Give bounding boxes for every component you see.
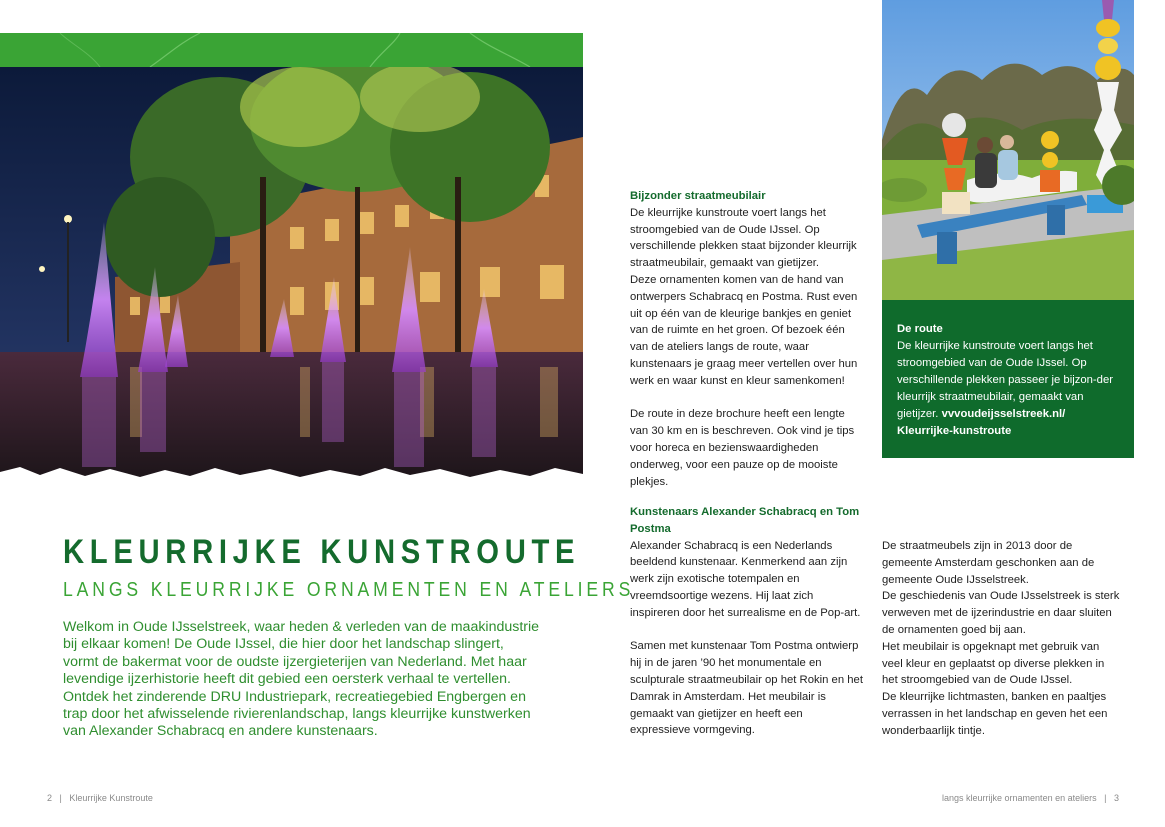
section-history (882, 538, 1122, 740)
footer-right-title: langs kleurrijke ornamenten en ateliers (942, 793, 1097, 803)
section-paragraph: De kleurrijke lichtmasten, banken en paaltjes verrassen in het landschap en geven het een wonderbaarlijk tintje. (882, 691, 1108, 737)
footer-separator: | (59, 793, 62, 803)
section-artists (630, 504, 866, 739)
hero-photo (0, 67, 583, 485)
night-fountains-image (0, 67, 583, 485)
footer-separator: | (1104, 793, 1107, 803)
footer-left-title: Kleurrijke Kunstroute (69, 793, 153, 803)
section-paragraph: Deze ornamenten komen van de hand van ontwerpers Schabracq en Postma. Rust even uit op één van de kleurige bankjes en geniet van de ruimte en het groen. Of bezoek één van de ateliers langs de route, waar kunstenaars je graag meer vertellen over hun werk en waar kunst en kleur samenkomen! (630, 273, 858, 387)
section-street-furniture (630, 188, 866, 490)
map-lines-decoration (0, 33, 583, 67)
section-paragraph: Alexander Schabracq is een Nederlands beeldend kunstenaar. Kenmerkend aan zijn werk zijn exotische totempalen en vreemdsoortige wezens. Hij laat zich inspireren door het surrealisme en de Pop-art. (630, 539, 861, 619)
intro-paragraph: Welkom in Oude IJsselstreek, waar heden & verleden van de maakindustrie bij elkaar komen! De Oude IJssel, die hier door het landschap slingert, vormt de bakermat voor de oudste ijzergieterijen van Nederland. Met haar levendige ijzerhistorie heeft dit gebied een oersterk verhaal te vertellen. Ontdek het zinderende DRU Industriepark, recreatiegebied Engbergen en trap door het afwisselende rivierenlandschap, langs kleurrijke kunstwerken van Alexander Schabracq en andere kunstenaars. (63, 619, 540, 740)
page-title: KLEURRIJKE KUNSTROUTE (63, 533, 581, 571)
route-box-link[interactable]: vvvoudeijsselstreek.nl/ Kleurrijke-kunstroute (897, 408, 1066, 437)
route-box-text: De kleurrijke kunstroute voert langs het stroomgebied van de Oude IJssel. Op verschillende plekken passeer je bijzon-der kleurrijk straatmeubilair, gemaakt van gietijzer. (897, 340, 1114, 420)
totem-sculptures-image (882, 0, 1134, 300)
route-box-heading: De route (897, 323, 943, 335)
page-subtitle: LANGS KLEURRIJKE ORNAMENTEN EN ATELIERS (63, 579, 635, 601)
footer-right (942, 793, 1119, 803)
header-green-bar (0, 33, 583, 67)
sculpture-photo (882, 0, 1134, 300)
section-heading: Kunstenaars Alexander Schabracq en Tom Postma (630, 506, 860, 535)
page-number-right: 3 (1113, 793, 1119, 803)
section-paragraph: De straatmeubels zijn in 2013 door de gemeente Amsterdam geschonken aan de gemeente Oude IJsselstreek. (882, 540, 1095, 586)
section-paragraph: De route in deze brochure heeft een lengte van 30 km en is beschreven. Ook vind je tips voor horeca en bezienswaardigheden onderweg, voor een pauze op de mooiste plekjes. (630, 408, 855, 488)
section-paragraph: De kleurrijke kunstroute voert langs het stroomgebied van de Oude IJssel. Op verschillende plekken staat bijzonder kleurrijk straatmeubilair, gemaakt van gietijzer. (630, 206, 857, 270)
section-paragraph: Het meubilair is opgeknapt met gebruik van veel kleur en geplaatst op diverse plekken in het stroomgebied van de Oude IJssel. (882, 640, 1105, 687)
footer-left (47, 793, 153, 803)
page-number-left: 2 (47, 793, 53, 803)
route-info-box (882, 300, 1134, 458)
section-paragraph: Samen met kunstenaar Tom Postma ontwierp hij in de jaren ’90 het monumentale en sculpturale straatmeubilair op het Rokin en het Damrak in Amsterdam. Het meubilair is gemaakt van gietijzer en heeft een expressieve vormgeving. (630, 640, 863, 737)
section-paragraph: De geschiedenis van Oude IJsselstreek is sterk verweven met de ijzerindustrie en daar sluiten de ornamenten goed bij aan. (882, 590, 1120, 636)
section-heading: Bijzonder straatmeubilair (630, 190, 766, 202)
